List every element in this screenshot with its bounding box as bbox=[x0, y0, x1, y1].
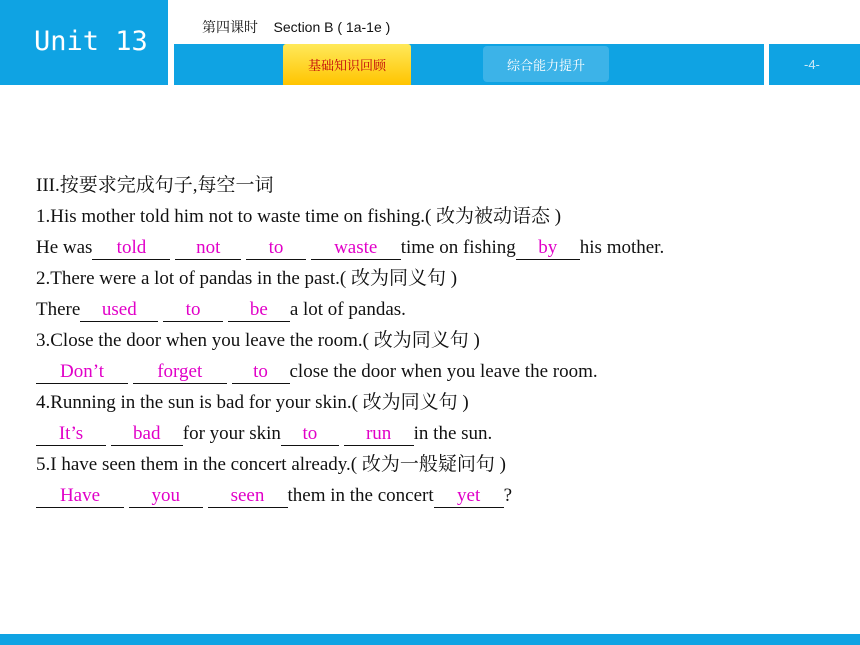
answer-blank: be bbox=[228, 300, 290, 322]
answer-blank: bad bbox=[111, 424, 183, 446]
answer-blank: Have bbox=[36, 486, 124, 508]
text: He was bbox=[36, 237, 93, 258]
answer-blank: run bbox=[344, 424, 414, 446]
answer-blank: not bbox=[175, 238, 241, 260]
question-2-answer bbox=[36, 294, 836, 325]
answer-blank: forget bbox=[133, 362, 227, 384]
lesson-title: 第四课时 Section B ( 1a-1e ) bbox=[202, 19, 391, 35]
answer-blank: to bbox=[281, 424, 339, 446]
exercise-content bbox=[36, 170, 836, 511]
answer-blank: told bbox=[92, 238, 170, 260]
text: for your skin bbox=[182, 423, 281, 444]
text: them in the concert bbox=[287, 485, 434, 506]
footer-bar bbox=[0, 634, 860, 645]
answer-blank: yet bbox=[434, 486, 504, 508]
answer-blank: used bbox=[80, 300, 158, 322]
exercise-title: III.按要求完成句子,每空一词 bbox=[36, 175, 274, 196]
text: in the sun. bbox=[413, 423, 493, 444]
tab-basic-review[interactable]: 基础知识回顾 bbox=[283, 44, 411, 85]
text: a lot of pandas. bbox=[289, 299, 406, 320]
answer-blank: seen bbox=[208, 486, 288, 508]
text: There bbox=[36, 299, 81, 320]
answer-blank: waste bbox=[311, 238, 401, 260]
text: close the door when you leave the room. bbox=[289, 361, 598, 382]
answer-blank: to bbox=[232, 362, 290, 384]
header-bar bbox=[174, 44, 764, 85]
tab-ability-improvement[interactable]: 综合能力提升 bbox=[483, 46, 609, 82]
answer-blank: It’s bbox=[36, 424, 106, 446]
question-2-prompt: 2.There were a lot of pandas in the past.( 改为同义句 ) bbox=[36, 268, 458, 289]
text: ? bbox=[503, 485, 513, 506]
question-4-prompt: 4.Running in the sun is bad for your skin.( 改为同义句 ) bbox=[36, 392, 469, 413]
answer-blank: to bbox=[246, 238, 306, 260]
answer-blank: to bbox=[163, 300, 223, 322]
answer-blank: you bbox=[129, 486, 203, 508]
question-3-answer bbox=[36, 356, 836, 387]
answer-blank: Don’t bbox=[36, 362, 128, 384]
unit-title: Unit 13 bbox=[34, 26, 148, 57]
text: his mother. bbox=[579, 237, 665, 258]
answer-blank: by bbox=[516, 238, 580, 260]
question-1-prompt: 1.His mother told him not to waste time on fishing.( 改为被动语态 ) bbox=[36, 206, 562, 227]
question-5-prompt: 5.I have seen them in the concert already.( 改为一般疑问句 ) bbox=[36, 454, 506, 475]
question-1-answer bbox=[36, 232, 836, 263]
question-5-answer bbox=[36, 480, 836, 511]
page-number: -4- bbox=[804, 57, 820, 72]
text: time on fishing bbox=[400, 237, 516, 258]
unit-badge bbox=[0, 0, 168, 85]
question-4-answer bbox=[36, 418, 836, 449]
question-3-prompt: 3.Close the door when you leave the room.( 改为同义句 ) bbox=[36, 330, 480, 351]
